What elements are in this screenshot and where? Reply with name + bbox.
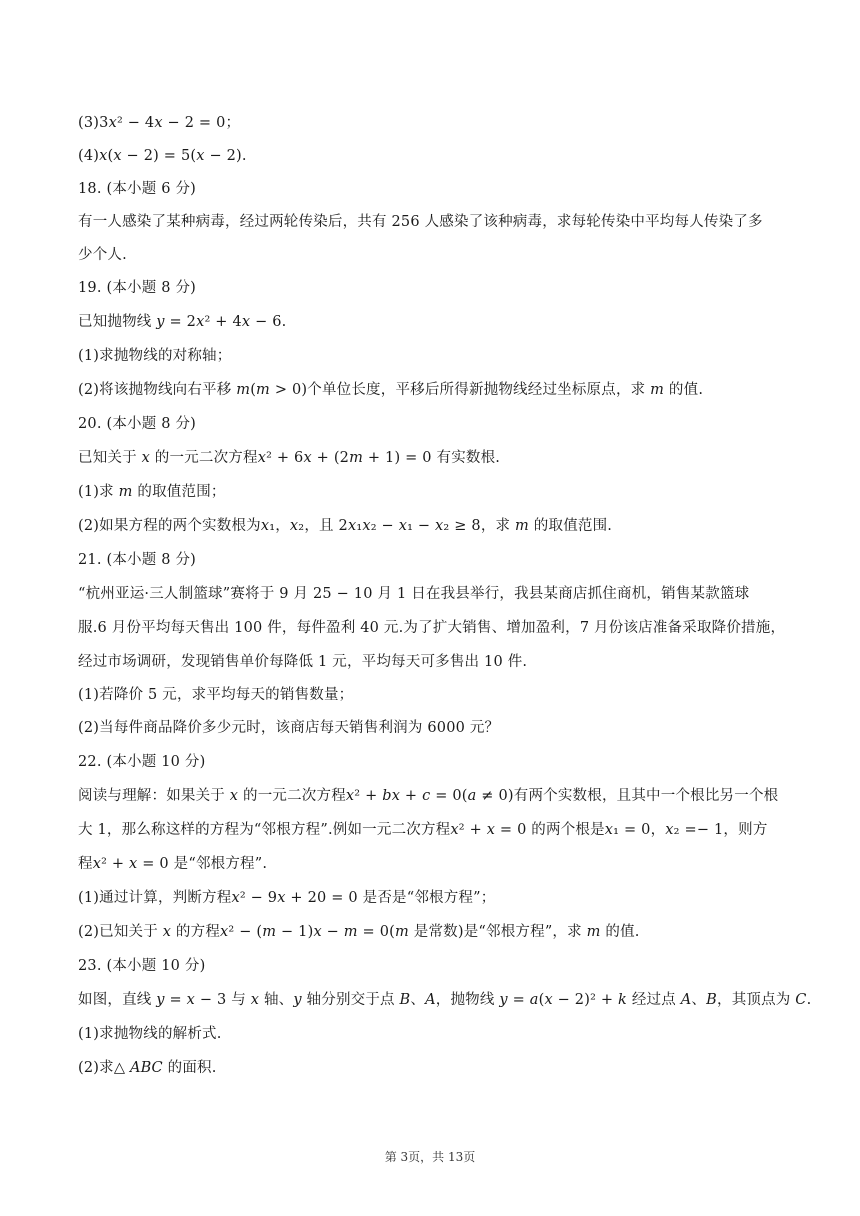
question-19-part-2: (2)将该抛物线向右平移 𝑚(𝑚 > 0)个单位长度，平移后所得新抛物线经过坐标原点，求 𝑚 的值. [78,382,704,398]
question-22-text-line-1: 阅读与理解：如果关于 𝑥 的一元二次方程𝑥² + 𝑏𝑥 + 𝑐 = 0(𝑎 ≠ 0)有两个实数根，且其中一个根比另一个根 [78,788,779,804]
question-19-part-1: (1)求抛物线的对称轴； [78,348,232,364]
question-22-part-2: (2)已知关于 𝑥 的方程𝑥² − (𝑚 − 1)𝑥 − 𝑚 = 0(𝑚 是常数)是“邻根方程”，求 𝑚 的值. [78,924,640,940]
question-20-stem: 已知关于 𝑥 的一元二次方程𝑥² + 6𝑥 + (2𝑚 + 1) = 0 有实数根. [78,450,501,466]
question-20-header: 20. (本小题 8 分) [78,416,197,432]
question-18-text-line-1: 有一人感染了某种病毒，经过两轮传染后，共有 256 人感染了该种病毒，求每轮传染中平均每人传染了多 [78,214,763,230]
question-18-text-line-2: 少个人. [78,247,127,263]
equation-4: (4)𝑥(𝑥 − 2) = 5(𝑥 − 2). [78,148,247,164]
question-20-part-2: (2)如果方程的两个实数根为𝑥₁，𝑥₂，且 2𝑥₁𝑥₂ − 𝑥₁ − 𝑥₂ ≥ 8，求 𝑚 的取值范围. [78,518,613,534]
question-21-text-line-1: “杭州亚运·三人制篮球”赛将于 9 月 25 − 10 月 1 日在我县举行，我县某商店抓住商机，销售某款篮球 [78,586,750,602]
question-23-stem: 如图，直线 𝑦 = 𝑥 − 3 与 𝑥 轴、𝑦 轴分别交于点 𝐵、𝐴，抛物线 𝑦 = 𝑎(𝑥 − 2)² + 𝑘 经过点 𝐴、𝐵，其顶点为 𝐶. [78,992,812,1008]
question-22-header: 22. (本小题 10 分) [78,754,206,770]
question-22-text-line-2: 大 1，那么称这样的方程为“邻根方程”.例如一元二次方程𝑥² + 𝑥 = 0 的两个根是𝑥₁ = 0，𝑥₂ =− 1，则方 [78,822,768,838]
question-23-header: 23. (本小题 10 分) [78,958,206,974]
question-21-part-1: (1)若降价 5 元，求平均每天的销售数量； [78,687,354,703]
question-18-header: 18. (本小题 6 分) [78,181,197,197]
question-22-part-1: (1)通过计算，判断方程𝑥² − 9𝑥 + 20 = 0 是否是“邻根方程”； [78,890,496,906]
question-21-text-line-2: 服.6 月份平均每天售出 100 件，每件盈利 40 元.为了扩大销售、增加盈利，7 月份该店准备采取降价措施， [78,620,786,636]
question-19-stem: 已知抛物线 𝑦 = 2𝑥² + 4𝑥 − 6. [78,314,287,330]
question-22-text-line-3: 程𝑥² + 𝑥 = 0 是“邻根方程”. [78,856,268,872]
question-19-header: 19. (本小题 8 分) [78,280,197,296]
question-20-part-1: (1)求 𝑚 的取值范围； [78,484,226,500]
question-23-part-1: (1)求抛物线的解析式. [78,1026,222,1042]
question-21-part-2: (2)当每件商品降价多少元时，该商店每天销售利润为 6000 元？ [78,720,500,736]
question-23-part-2: (2)求△ 𝐴𝐵𝐶 的面积. [78,1060,217,1076]
page-footer: 第 3页，共 13页 [384,1150,476,1164]
question-21-header: 21. (本小题 8 分) [78,552,197,568]
question-21-text-line-3: 经过市场调研，发现销售单价每降低 1 元，平均每天可多售出 10 件. [78,654,528,670]
equation-3: (3)3𝑥² − 4𝑥 − 2 = 0； [78,115,241,131]
